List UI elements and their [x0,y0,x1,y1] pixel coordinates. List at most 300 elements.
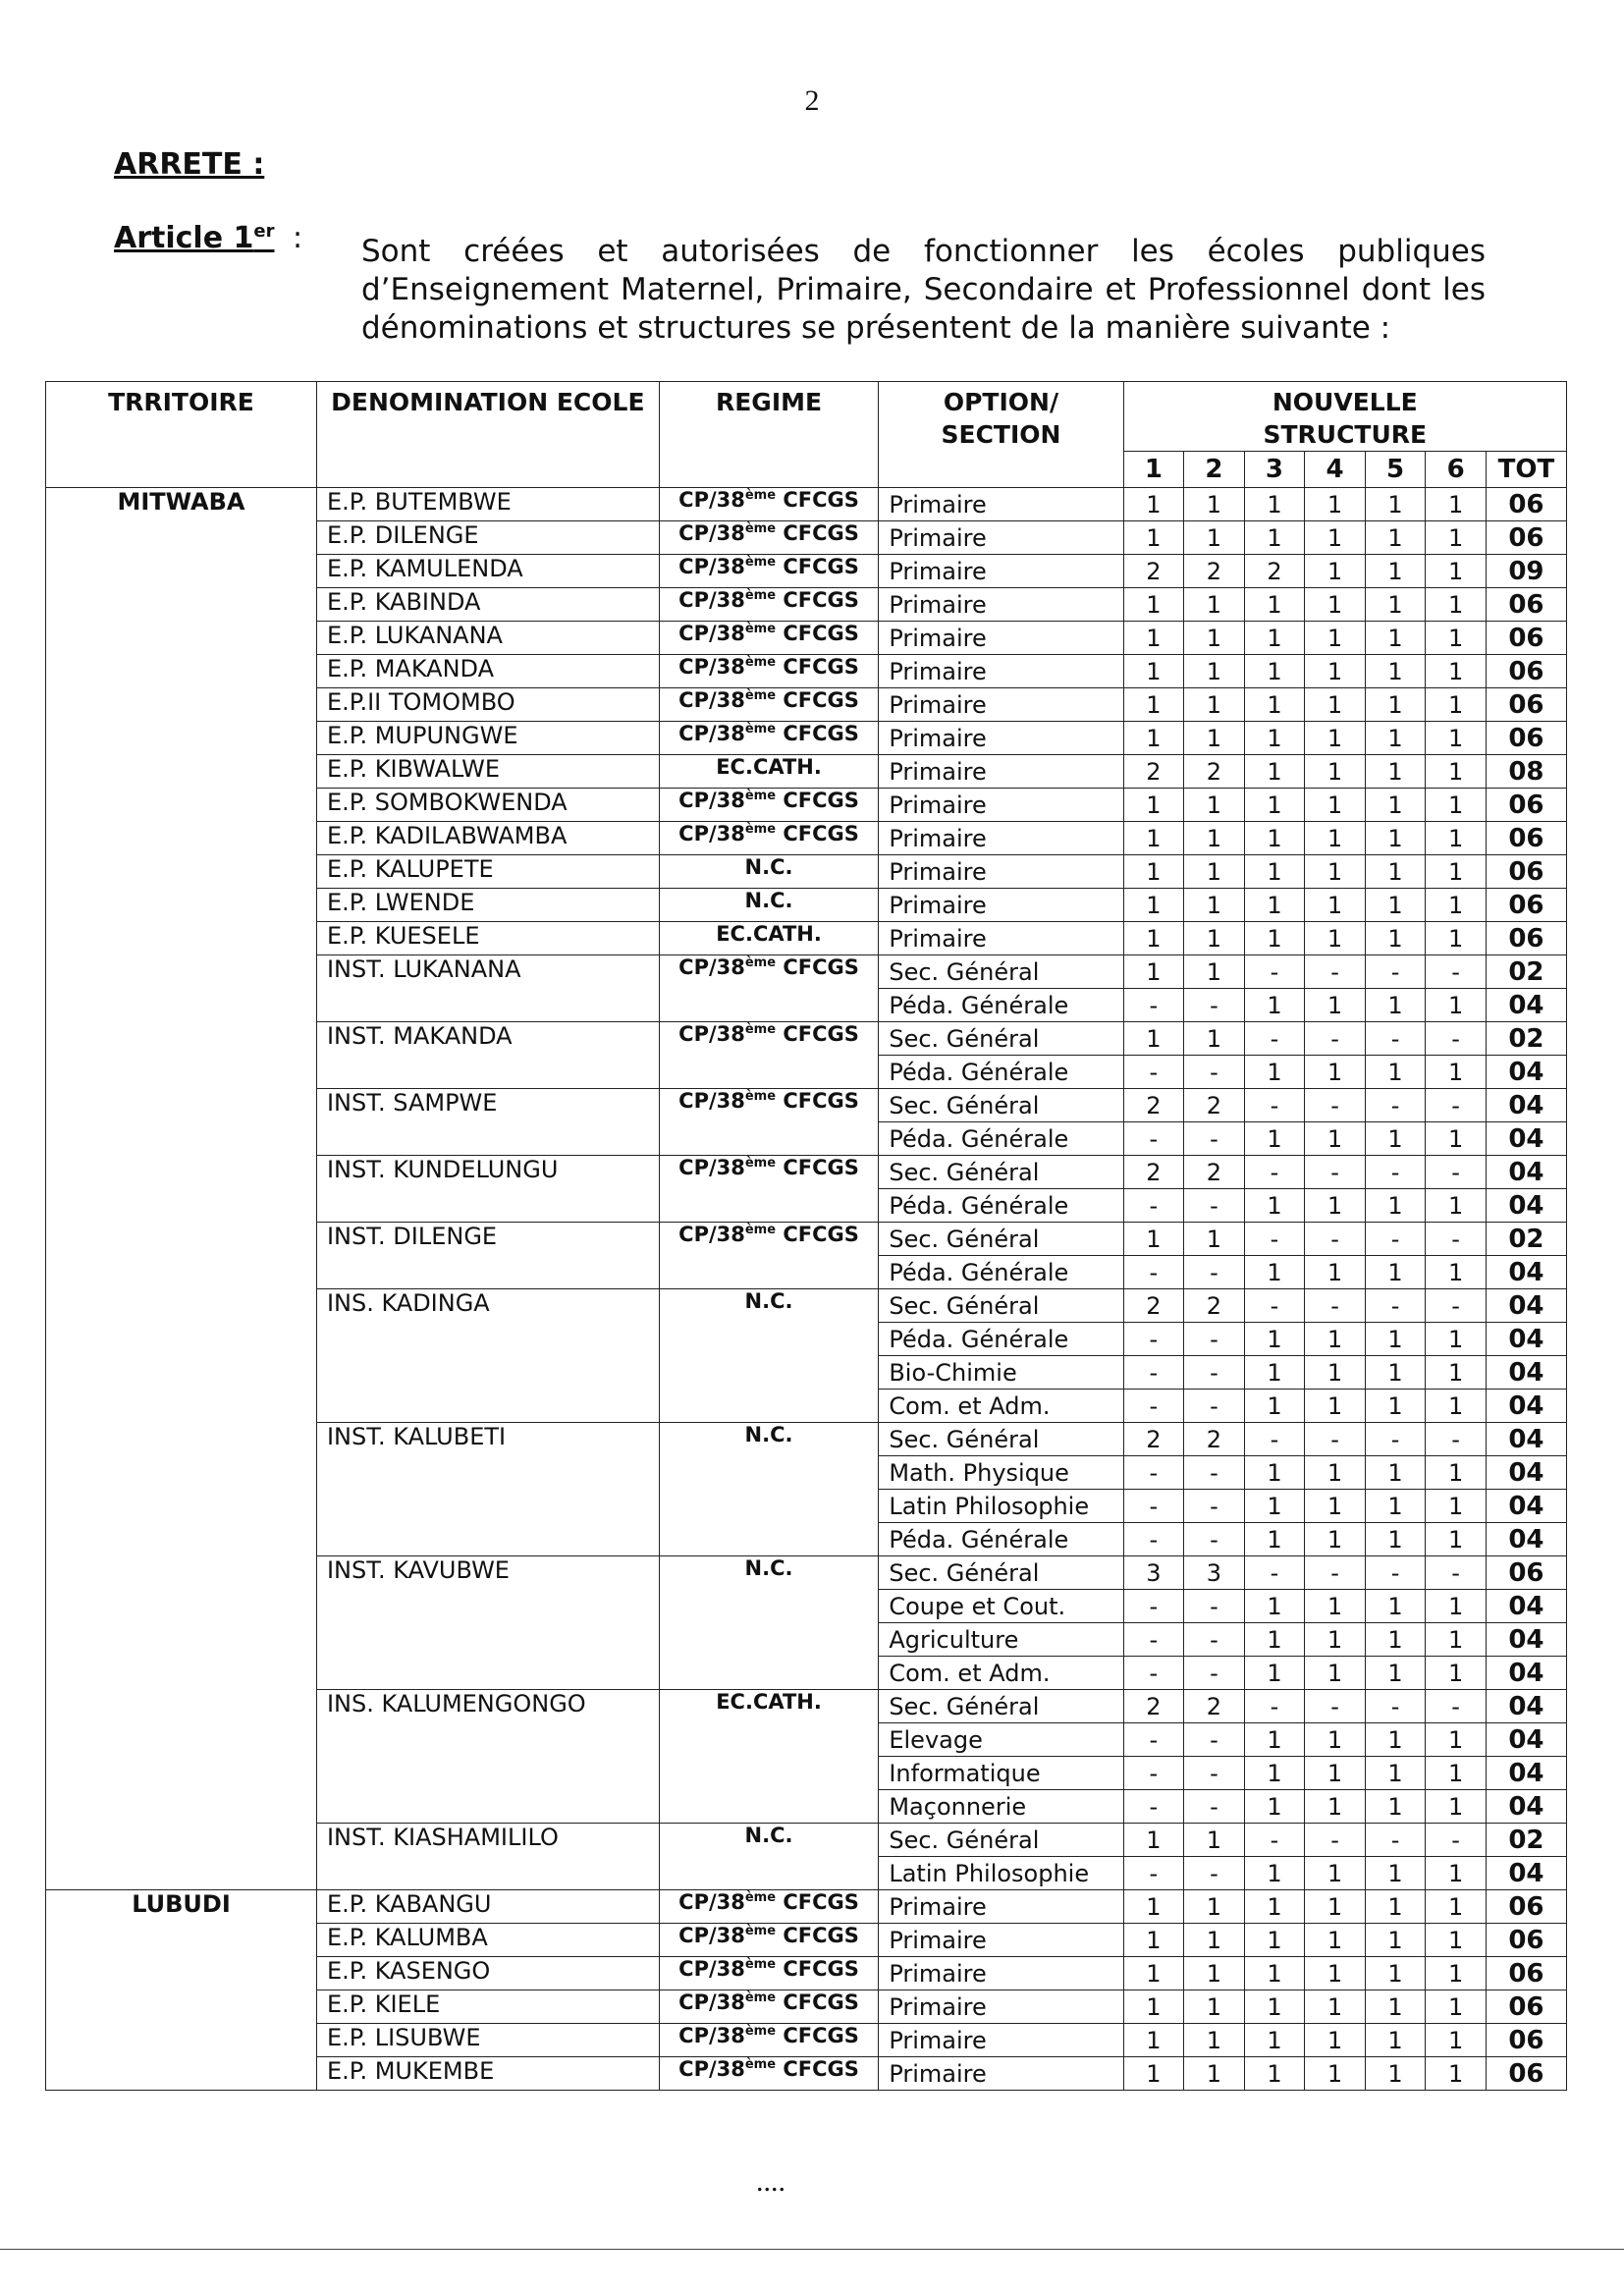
school-name-cell: E.P. BUTEMBWE [316,488,659,521]
class-count-cell-1: - [1123,1857,1184,1890]
class-count-cell-5: 1 [1365,889,1426,922]
class-count-cell-3: 1 [1244,755,1305,789]
class-count-cell-5: 1 [1365,1857,1426,1890]
class-count-cell-4: 1 [1305,1990,1366,2024]
class-count-cell-2: 2 [1184,555,1245,588]
class-count-cell-3: 1 [1244,688,1305,722]
class-count-cell-3: 1 [1244,1056,1305,1089]
class-count-cell-5: 1 [1365,1189,1426,1223]
class-count-cell-1: - [1123,1657,1184,1690]
class-count-cell-5: - [1365,1022,1426,1056]
total-cell: 06 [1486,722,1566,755]
class-count-cell-1: - [1123,1456,1184,1490]
class-count-cell-2: - [1184,1523,1245,1556]
total-cell: 04 [1486,1857,1566,1890]
class-count-cell-6: 1 [1426,2024,1487,2057]
class-count-cell-2: 2 [1184,755,1245,789]
class-count-cell-2: 2 [1184,1089,1245,1122]
option-cell: Bio-Chimie [879,1356,1123,1390]
class-count-cell-2: 1 [1184,488,1245,521]
regime-superscript: ème [744,555,777,570]
option-cell: Primaire [879,2057,1123,2091]
class-count-cell-1: 1 [1123,822,1184,855]
class-count-cell-3: 1 [1244,889,1305,922]
class-count-cell-4: - [1305,1156,1366,1189]
class-count-cell-5: - [1365,1824,1426,1857]
class-count-cell-1: 2 [1123,555,1184,588]
header-option: OPTION/ SECTION [879,382,1123,488]
class-count-cell-1: 2 [1123,1423,1184,1456]
class-count-cell-4: 1 [1305,1356,1366,1390]
class-count-cell-6: 1 [1426,555,1487,588]
class-count-cell-5: 1 [1365,521,1426,555]
class-count-cell-4: 1 [1305,555,1366,588]
class-count-cell-1: - [1123,1623,1184,1657]
class-count-cell-1: 1 [1123,2057,1184,2091]
class-count-cell-4: - [1305,1690,1366,1723]
total-cell: 04 [1486,1690,1566,1723]
class-count-cell-1: 1 [1123,588,1184,622]
regime-cell: CP/38ème CFCGS [659,655,879,688]
total-cell: 04 [1486,1423,1566,1456]
option-cell: Sec. Général [879,1156,1123,1189]
regime-superscript: ème [744,822,777,837]
class-count-cell-2: 3 [1184,1556,1245,1590]
total-cell: 04 [1486,1590,1566,1623]
option-cell: Sec. Général [879,1824,1123,1857]
class-count-cell-4: 1 [1305,1490,1366,1523]
class-count-cell-6: 1 [1426,1490,1487,1523]
school-name-cell: E.P.II TOMOMBO [316,688,659,722]
class-count-cell-5: 1 [1365,2024,1426,2057]
regime-cell: N.C. [659,1423,879,1556]
class-count-cell-4: - [1305,1423,1366,1456]
class-count-cell-3: 1 [1244,1790,1305,1824]
option-cell: Péda. Générale [879,1523,1123,1556]
class-count-cell-3: 1 [1244,822,1305,855]
class-count-cell-1: - [1123,1056,1184,1089]
total-cell: 06 [1486,688,1566,722]
option-cell: Sec. Général [879,1223,1123,1256]
regime-cell: EC.CATH. [659,922,879,955]
class-count-cell-3: - [1244,1824,1305,1857]
total-cell: 06 [1486,1957,1566,1990]
total-cell: 02 [1486,1022,1566,1056]
table-header [46,382,1567,488]
class-count-cell-3: 1 [1244,1623,1305,1657]
option-cell: Informatique [879,1757,1123,1790]
class-count-cell-5: 1 [1365,855,1426,889]
regime-superscript: ème [744,488,777,503]
class-count-cell-1: 1 [1123,1824,1184,1857]
class-count-cell-1: 2 [1123,1690,1184,1723]
class-count-cell-6: 1 [1426,855,1487,889]
class-count-cell-6: 1 [1426,889,1487,922]
regime-cell: CP/38ème CFCGS [659,1990,879,2024]
school-name-cell: E.P. KIELE [316,1990,659,2024]
option-cell: Péda. Générale [879,1256,1123,1289]
header-col-6: 6 [1426,452,1487,488]
total-cell: 06 [1486,1990,1566,2024]
regime-superscript: ème [744,688,777,703]
regime-superscript: ème [744,789,777,803]
class-count-cell-1: 1 [1123,655,1184,688]
total-cell: 04 [1486,1723,1566,1757]
class-count-cell-6: 1 [1426,1056,1487,1089]
class-count-cell-4: 1 [1305,755,1366,789]
option-cell: Péda. Générale [879,989,1123,1022]
class-count-cell-5: - [1365,1223,1426,1256]
class-count-cell-3: 1 [1244,722,1305,755]
class-count-cell-5: 1 [1365,1723,1426,1757]
total-cell: 04 [1486,1189,1566,1223]
class-count-cell-4: 1 [1305,1890,1366,1924]
class-count-cell-6: 1 [1426,521,1487,555]
class-count-cell-2: - [1184,1723,1245,1757]
class-count-cell-3: 1 [1244,789,1305,822]
option-cell: Primaire [879,521,1123,555]
class-count-cell-2: 1 [1184,521,1245,555]
class-count-cell-6: 1 [1426,488,1487,521]
total-cell: 04 [1486,1089,1566,1122]
class-count-cell-4: 1 [1305,1456,1366,1490]
total-cell: 06 [1486,521,1566,555]
class-count-cell-3: 1 [1244,2057,1305,2091]
option-cell: Com. et Adm. [879,1657,1123,1690]
class-count-cell-3: 1 [1244,2024,1305,2057]
class-count-cell-6: 1 [1426,1122,1487,1156]
class-count-cell-4: 1 [1305,1957,1366,1990]
class-count-cell-2: 1 [1184,1890,1245,1924]
class-count-cell-6: 1 [1426,622,1487,655]
class-count-cell-6: 1 [1426,1757,1487,1790]
regime-cell: CP/38ème CFCGS [659,1890,879,1924]
header-structure-label: NOUVELLE STRUCTURE [1263,388,1428,449]
class-count-cell-1: 1 [1123,889,1184,922]
class-count-cell-3: 1 [1244,989,1305,1022]
option-cell: Math. Physique [879,1456,1123,1490]
class-count-cell-6: 1 [1426,1857,1487,1890]
school-name-cell: INST. KAVUBWE [316,1556,659,1690]
class-count-cell-4: 1 [1305,521,1366,555]
class-count-cell-2: - [1184,1657,1245,1690]
class-count-cell-5: 1 [1365,922,1426,955]
class-count-cell-6: 1 [1426,1957,1487,1990]
total-cell: 06 [1486,889,1566,922]
header-col-1: 1 [1123,452,1184,488]
total-cell: 04 [1486,1490,1566,1523]
class-count-cell-1: 1 [1123,1022,1184,1056]
class-count-cell-3: 1 [1244,521,1305,555]
school-name-cell: E.P. LUKANANA [316,622,659,655]
total-cell: 06 [1486,822,1566,855]
class-count-cell-3: - [1244,1423,1305,1456]
class-count-cell-6: 1 [1426,822,1487,855]
total-cell: 02 [1486,955,1566,989]
regime-cell: CP/38ème CFCGS [659,555,879,588]
class-count-cell-6: - [1426,1824,1487,1857]
class-count-cell-6: - [1426,1289,1487,1323]
header-col-4: 4 [1305,452,1366,488]
option-cell: Primaire [879,688,1123,722]
class-count-cell-1: 1 [1123,1924,1184,1957]
school-name-cell: INST. LUKANANA [316,955,659,1022]
class-count-cell-2: 1 [1184,889,1245,922]
class-count-cell-4: - [1305,955,1366,989]
class-count-cell-2: 1 [1184,2024,1245,2057]
total-cell: 06 [1486,622,1566,655]
total-cell: 06 [1486,488,1566,521]
header-structure [1123,382,1566,452]
class-count-cell-6: 1 [1426,1356,1487,1390]
option-cell: Sec. Général [879,1089,1123,1122]
class-count-cell-1: 1 [1123,488,1184,521]
class-count-cell-3: 1 [1244,1723,1305,1757]
header-territoire: TRRITOIRE [46,382,317,488]
option-cell: Primaire [879,655,1123,688]
class-count-cell-5: 1 [1365,1623,1426,1657]
class-count-cell-5: - [1365,1423,1426,1456]
class-count-cell-5: 1 [1365,989,1426,1022]
class-count-cell-6: 1 [1426,1390,1487,1423]
class-count-cell-6: 1 [1426,1323,1487,1356]
class-count-cell-5: 1 [1365,1790,1426,1824]
class-count-cell-6: - [1426,1690,1487,1723]
class-count-cell-1: - [1123,1790,1184,1824]
class-count-cell-1: 1 [1123,1957,1184,1990]
class-count-cell-2: 1 [1184,688,1245,722]
class-count-cell-3: 1 [1244,1757,1305,1790]
class-count-cell-6: - [1426,1156,1487,1189]
class-count-cell-1: 1 [1123,1990,1184,2024]
total-cell: 04 [1486,1289,1566,1323]
regime-cell: N.C. [659,889,879,922]
regime-cell: CP/38ème CFCGS [659,789,879,822]
class-count-cell-3: 1 [1244,1356,1305,1390]
total-cell: 06 [1486,2024,1566,2057]
total-cell: 06 [1486,1924,1566,1957]
class-count-cell-3: - [1244,955,1305,989]
class-count-cell-3: 1 [1244,1122,1305,1156]
class-count-cell-4: 1 [1305,688,1366,722]
class-count-cell-4: 1 [1305,822,1366,855]
class-count-cell-3: - [1244,1089,1305,1122]
class-count-cell-5: 1 [1365,2057,1426,2091]
class-count-cell-4: 1 [1305,1657,1366,1690]
option-cell: Elevage [879,1723,1123,1757]
class-count-cell-4: 1 [1305,855,1366,889]
class-count-cell-3: - [1244,1223,1305,1256]
class-count-cell-5: 1 [1365,822,1426,855]
class-count-cell-5: 1 [1365,688,1426,722]
class-count-cell-1: 1 [1123,622,1184,655]
class-count-cell-4: 1 [1305,789,1366,822]
class-count-cell-2: 2 [1184,1690,1245,1723]
class-count-cell-2: 1 [1184,1824,1245,1857]
school-name-cell: E.P. MAKANDA [316,655,659,688]
class-count-cell-4: - [1305,1289,1366,1323]
class-count-cell-6: 1 [1426,688,1487,722]
class-count-cell-2: - [1184,1857,1245,1890]
class-count-cell-5: 1 [1365,1056,1426,1089]
class-count-cell-4: 1 [1305,1323,1366,1356]
class-count-cell-4: 1 [1305,2024,1366,2057]
option-cell: Primaire [879,855,1123,889]
class-count-cell-1: 1 [1123,1890,1184,1924]
class-count-cell-5: 1 [1365,588,1426,622]
class-count-cell-6: 1 [1426,1723,1487,1757]
class-count-cell-6: 1 [1426,722,1487,755]
class-count-cell-1: 2 [1123,755,1184,789]
class-count-cell-2: - [1184,1456,1245,1490]
class-count-cell-5: 1 [1365,1590,1426,1623]
class-count-cell-2: 1 [1184,1022,1245,1056]
regime-cell: EC.CATH. [659,1690,879,1824]
regime-cell: CP/38ème CFCGS [659,1957,879,1990]
option-cell: Péda. Générale [879,1056,1123,1089]
school-name-cell: E.P. LISUBWE [316,2024,659,2057]
total-cell: 06 [1486,855,1566,889]
class-count-cell-6: - [1426,1556,1487,1590]
class-count-cell-6: 1 [1426,755,1487,789]
class-count-cell-6: - [1426,1423,1487,1456]
school-name-cell: E.P. KALUPETE [316,855,659,889]
class-count-cell-4: 1 [1305,655,1366,688]
school-name-cell: E.P. DILENGE [316,521,659,555]
option-cell: Primaire [879,1957,1123,1990]
class-count-cell-1: - [1123,989,1184,1022]
class-count-cell-6: 1 [1426,1890,1487,1924]
total-cell: 04 [1486,1657,1566,1690]
regime-cell: CP/38ème CFCGS [659,2057,879,2091]
class-count-cell-5: 1 [1365,655,1426,688]
class-count-cell-1: - [1123,1122,1184,1156]
regime-superscript: ème [744,1957,777,1972]
class-count-cell-6: 1 [1426,1623,1487,1657]
regime-cell: CP/38ème CFCGS [659,722,879,755]
class-count-cell-5: 1 [1365,1890,1426,1924]
regime-superscript: ème [744,1089,777,1104]
school-name-cell: E.P. SOMBOKWENDA [316,789,659,822]
school-name-cell: INS. KALUMENGONGO [316,1690,659,1824]
total-cell: 04 [1486,1056,1566,1089]
class-count-cell-1: 1 [1123,855,1184,889]
class-count-cell-5: 1 [1365,1356,1426,1390]
class-count-cell-4: 1 [1305,1924,1366,1957]
regime-cell: CP/38ème CFCGS [659,488,879,521]
class-count-cell-4: 1 [1305,1590,1366,1623]
class-count-cell-2: - [1184,1356,1245,1390]
regime-cell: CP/38ème CFCGS [659,1089,879,1156]
total-cell: 04 [1486,1790,1566,1824]
class-count-cell-1: - [1123,1356,1184,1390]
class-count-cell-3: 1 [1244,588,1305,622]
option-cell: Primaire [879,555,1123,588]
total-cell: 04 [1486,1122,1566,1156]
class-count-cell-3: 1 [1244,1523,1305,1556]
regime-cell: N.C. [659,1824,879,1890]
option-cell: Péda. Générale [879,1122,1123,1156]
option-cell: Sec. Général [879,1022,1123,1056]
regime-cell: CP/38ème CFCGS [659,521,879,555]
class-count-cell-2: 1 [1184,588,1245,622]
regime-cell: CP/38ème CFCGS [659,1156,879,1223]
class-count-cell-3: 1 [1244,1323,1305,1356]
option-cell: Primaire [879,2024,1123,2057]
class-count-cell-1: 1 [1123,722,1184,755]
class-count-cell-5: - [1365,1089,1426,1122]
option-cell: Primaire [879,488,1123,521]
regime-cell: CP/38ème CFCGS [659,622,879,655]
class-count-cell-2: 1 [1184,855,1245,889]
option-cell: Primaire [879,822,1123,855]
class-count-cell-1: - [1123,1723,1184,1757]
class-count-cell-6: 1 [1426,1189,1487,1223]
class-count-cell-5: - [1365,955,1426,989]
class-count-cell-2: 1 [1184,922,1245,955]
regime-superscript: ème [744,2024,777,2039]
class-count-cell-5: 1 [1365,789,1426,822]
class-count-cell-6: 1 [1426,1657,1487,1690]
school-name-cell: E.P. KASENGO [316,1957,659,1990]
class-count-cell-2: 2 [1184,1156,1245,1189]
class-count-cell-1: 2 [1123,1089,1184,1122]
class-count-cell-1: 1 [1123,922,1184,955]
total-cell: 06 [1486,789,1566,822]
option-cell: Sec. Général [879,955,1123,989]
class-count-cell-2: 1 [1184,1990,1245,2024]
class-count-cell-4: - [1305,1556,1366,1590]
school-name-cell: E.P. MUPUNGWE [316,722,659,755]
class-count-cell-1: 3 [1123,1556,1184,1590]
class-count-cell-5: 1 [1365,1924,1426,1957]
class-count-cell-4: - [1305,1022,1366,1056]
class-count-cell-1: 2 [1123,1156,1184,1189]
class-count-cell-6: 1 [1426,588,1487,622]
schools-table-wrapper [45,381,1567,2091]
class-count-cell-6: 1 [1426,1590,1487,1623]
total-cell: 04 [1486,1757,1566,1790]
school-name-cell: E.P. KAMULENDA [316,555,659,588]
class-count-cell-3: 1 [1244,622,1305,655]
school-name-cell: E.P. KABINDA [316,588,659,622]
regime-superscript: ème [744,588,777,603]
option-cell: Primaire [879,755,1123,789]
option-cell: Sec. Général [879,1423,1123,1456]
class-count-cell-1: - [1123,1323,1184,1356]
header-col-5: 5 [1365,452,1426,488]
class-count-cell-1: 2 [1123,1289,1184,1323]
class-count-cell-4: 1 [1305,889,1366,922]
total-cell: 06 [1486,922,1566,955]
class-count-cell-1: - [1123,1390,1184,1423]
table-row [46,488,1567,521]
class-count-cell-4: 1 [1305,1790,1366,1824]
class-count-cell-6: 1 [1426,922,1487,955]
total-cell: 04 [1486,1323,1566,1356]
regime-superscript: ème [744,2057,777,2072]
regime-cell: CP/38ème CFCGS [659,588,879,622]
regime-cell: CP/38ème CFCGS [659,955,879,1022]
class-count-cell-3: 1 [1244,1590,1305,1623]
class-count-cell-6: 1 [1426,2057,1487,2091]
header-col-2: 2 [1184,452,1245,488]
class-count-cell-1: - [1123,1523,1184,1556]
option-cell: Com. et Adm. [879,1390,1123,1423]
total-cell: 04 [1486,1256,1566,1289]
class-count-cell-1: 1 [1123,2024,1184,2057]
class-count-cell-4: 1 [1305,922,1366,955]
